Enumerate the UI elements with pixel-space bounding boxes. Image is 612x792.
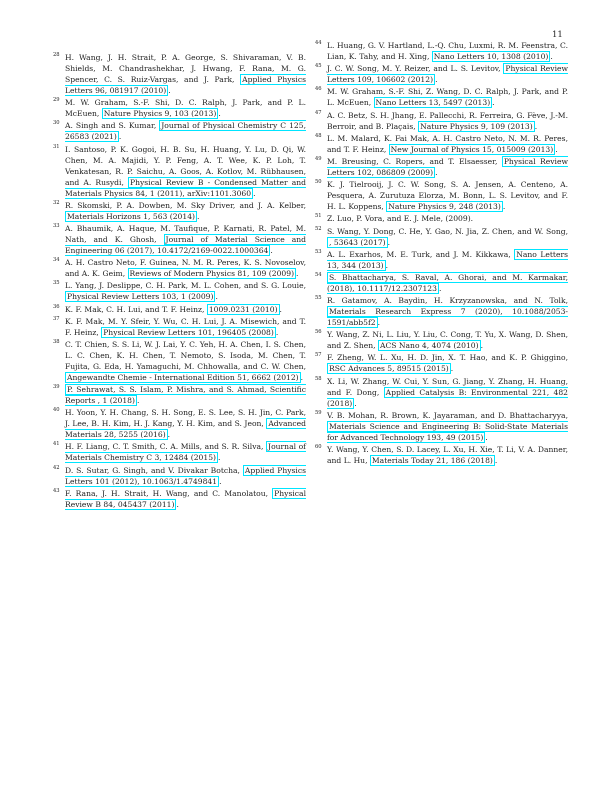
page-number: 11 [552,30,563,40]
reference-number: 58 [315,375,322,382]
reference-link[interactable]: Advanced Materials 28, 5255 (2016) [65,419,306,440]
reference-number: 47 [315,109,322,116]
reference-trailing-punct: . [296,269,299,279]
reference-number: 32 [53,199,60,206]
reference-item [54,223,306,256]
reference-item [54,280,306,302]
reference-link[interactable]: RSC Advances 5, 89515 (2015) [329,364,449,374]
reference-authors: Y. Wang, Z. Ni, L. Liu, Y. Liu, C. Cong, T. Yu, X. Wang, D. Shen, and Z. Shen, [327,330,568,351]
reference-link[interactable]: Nature Physics 9, 109 (2013) [420,121,533,131]
reference-link[interactable]: P. Sehrawat, S. S. Islam, P. Mishra, and S. Ahmad, Scientific Reports , 1 (2018) [65,385,306,406]
reference-number: 49 [315,155,322,162]
reference-number: 55 [315,295,322,302]
reference-link[interactable]: Nano Letters 13, 344 (2013) [327,249,568,270]
reference-link[interactable]: Materials Today 21, 186 (2018) [371,456,493,465]
reference-authors: M. W. Graham, S.-F. Shi, D. C. Ralph, J. Park, and P. L. McEuen, [65,98,306,119]
reference-item [54,488,306,510]
reference-authors: M. Breusing, C. Ropers, and T. Elsaesser, [327,156,502,166]
reference-authors: R. Skomski, P. A. Dowben, M. Sky Driver, and J. A. Kelber, [65,200,306,210]
reference-trailing-punct: . [555,144,558,154]
reference-item [316,352,568,374]
reference-trailing-punct: . [354,398,357,408]
reference-trailing-punct: . [300,372,304,382]
reference-number: 46 [315,86,322,93]
reference-item [316,40,568,62]
reference-item [54,257,306,279]
reference-number: 57 [315,352,322,359]
reference-trailing-punct: . [492,98,495,108]
reference-link[interactable]: Physical Review Letters 103, 1 (2009) [67,292,214,302]
reference-number: 45 [315,63,322,70]
reference-link[interactable]: 1009.0231 (2010) [208,304,278,314]
reference-item [316,156,568,178]
reference-number: 28 [53,52,60,58]
reference-authors: A. Bhaumik, A. Haque, M. Taufique, P. Karnati, R. Patel, M. Nath, and K. Ghosh, [65,223,306,244]
reference-trailing-punct: . [480,341,483,351]
reference-number: 43 [53,487,60,494]
reference-authors: A. H. Castro Neto, F. Guinea, N. M. R. Peres, K. S. Novoselov, and A. K. Geim, [65,258,306,279]
reference-trailing-punct: . [176,499,179,509]
reference-trailing-punct: . [197,211,200,221]
reference-number: 51 [315,213,322,220]
reference-item [54,144,306,199]
reference-number: 52 [315,225,322,232]
reference-number: 30 [53,120,60,127]
reference-item [316,213,568,224]
reference-item [54,465,306,487]
reference-item [54,441,306,463]
reference-number: 29 [53,97,60,104]
reference-item [316,272,568,294]
reference-authors: L. Huang, G. V. Hartland, L.-Q. Chu, Luxmi, R. M. Feenstra, C. Lian, K. Tahy, and H. Xing, [327,41,568,61]
reference-authors: I. Santoso, P. K. Gogoi, H. B. Su, H. Huang, Y. Lu, D. Qi, W. Chen, M. A. Majidi, Y. P. Feng, A. T. Wee, K. P. Loh, T. Venkatesan, R. P. Saichu, A. Goos, A. Kotlov, M. Rübhausen, and A. Rusydi, [65,144,306,187]
reference-link[interactable]: Materials Science and Engineering B: Solid-State Materials for Advanced Technology 193, 49 (2015) [327,421,568,442]
reference-link[interactable]: Nature Physics 9, 248 (2013) [388,202,501,212]
reference-item [316,110,568,132]
reference-link[interactable]: , 53643 (2017) [329,237,386,247]
reference-number: 41 [53,441,60,448]
reference-number: 39 [53,384,60,391]
reference-trailing-punct: . [136,396,140,406]
reference-item [316,376,568,409]
reference-number: 48 [315,132,322,139]
reference-link[interactable]: Applied Catalysis B: Environmental 221, 482 (2018) [327,387,568,408]
reference-trailing-punct: . [275,327,279,337]
reference-number: 59 [315,409,322,416]
reference-trailing-punct: . [218,453,221,463]
reference-trailing-punct: . [219,476,222,486]
reference-authors: L. M. Malard, K. Fai Mak, A. H. Castro Neto, N. M. R. Peres, and T. F. Heinz, [327,133,568,154]
references-left-column [54,52,306,511]
reference-item [54,339,306,383]
reference-link[interactable]: New Journal of Physics 15, 015009 (2013) [390,144,554,154]
reference-authors: H. Yoon, Y. H. Chang, S. H. Song, E. S. Lee, S. H. Jin, C. Park, J. Lee, B. H. Kim, H. J. Kang, Y. H. Kim, and S. Jeon, [65,408,306,429]
reference-link[interactable]: ACS Nano 4, 4074 (2010) [379,341,479,351]
reference-authors: C. T. Chien, S. S. Li, W. J. Lai, Y. C. Yeh, H. A. Chen, I. S. Chen, L. C. Chen, K. H. Chen, T. Nemoto, S. Isoda, M. Chen, T. Fujita, G. Eda, H. Yamaguchi, M. Chhowalla, and C. W. Chen, [65,339,306,371]
reference-item [54,120,306,142]
reference-link[interactable]: Applied Physics Letters 96, 081917 (2010) [65,75,306,95]
reference-link[interactable]: Nano Letters 13, 5497 (2013) [375,98,491,108]
reference-authors: S. Wang, Y. Dong, C. He, Y. Gao, N. Jia, Z. Chen, and W. Song, [327,226,568,236]
reference-authors: X. Li, W. Zhang, W. Cui, Y. Sun, G. Jiang, Y. Zhang, H. Huang, and F. Dong, [327,376,568,397]
reference-link[interactable]: Journal of Materials Chemistry C 3, 12484 (2015) [65,442,306,463]
reference-item [316,295,568,328]
reference-link[interactable]: Materials Research Express 7 (2020), 10.1088/2053-1591/abb5f2 [327,307,568,328]
reference-number: 44 [315,40,322,46]
reference-trailing-punct: . [494,456,498,465]
reference-link[interactable]: Nature Physics 9, 103 (2013) [103,109,217,119]
reference-trailing-punct: . [485,432,488,442]
reference-trailing-punct: . [167,430,171,440]
reference-link[interactable]: Reviews of Modern Physics 81, 109 (2009) [129,269,295,279]
reference-trailing-punct: . [435,75,438,85]
reference-trailing-punct: . [253,188,256,198]
reference-authors: V. B. Mohan, R. Brown, K. Jayaraman, and D. Bhattacharyya, [327,410,568,420]
reference-item [54,97,306,119]
reference-number: 42 [53,464,60,471]
reference-trailing-punct: . [215,292,218,302]
reference-link[interactable]: Applied Physics Letters 101 (2012), 10.1063/1.4749841 [65,465,306,486]
reference-authors: A. L. Exarhos, M. E. Turk, and J. M. Kikkawa, [327,249,515,259]
reference-authors: K. F. Mak, M. Y. Sfeir, Y. Wu, C. H. Lui, J. A. Misewich, and T. F. Heinz, [65,316,306,337]
references-right-column [316,40,568,467]
reference-trailing-punct: . [438,283,442,293]
reference-number: 54 [315,271,322,278]
reference-number: 36 [53,303,60,310]
reference-trailing-punct: . [450,364,454,374]
reference-authors: Y. Wang, Y. Chen, S. D. Lacey, L. Xu, H. Xie, T. Li, V. A. Danner, and L. Hu, [327,445,568,465]
reference-link[interactable]: Nano Letters 10, 1308 (2010) [433,52,549,61]
reference-authors: R. Gatamov, A. Baydin, H. Krzyzanowska, and N. Tolk, [327,296,568,306]
reference-authors: D. S. Sutar, G. Singh, and V. Divakar Botcha, [65,465,243,475]
reference-trailing-punct: . [279,304,282,314]
reference-authors: K. F. Mak, C. H. Lui, and T. F. Heinz, [65,304,207,314]
reference-item [54,304,306,315]
reference-authors: H. F. Liang, C. T. Smith, C. A. Mills, and S. R. Silva, [65,442,267,452]
reference-trailing-punct: . [377,318,381,328]
reference-trailing-punct: . [550,52,553,61]
reference-trailing-punct: . [387,237,391,247]
reference-authors: Z. Luo, P. Vora, and E. J. Mele, (2009). [327,214,474,224]
reference-item [316,249,568,271]
reference-item [316,329,568,351]
reference-authors: L. Yang, J. Deslippe, C. H. Park, M. L. Cohen, and S. G. Louie, [65,281,306,291]
reference-number: 35 [53,280,60,287]
reference-number: 33 [53,222,60,229]
reference-link[interactable]: Physical Review Letters 109, 106602 (2012) [327,64,568,85]
reference-number: 50 [315,179,322,186]
reference-trailing-punct: . [385,260,389,270]
reference-number: 60 [315,444,322,450]
reference-authors: M. W. Graham, S.-F. Shi, Z. Wang, D. C. Ralph, J. Park, and P. L. McEuen, [327,87,568,108]
reference-trailing-punct: . [168,86,171,95]
reference-authors: H. Wang, J. H. Strait, P. A. George, S. Shivaraman, V. B. Shields, M. Chandrashekhar, J. Hwang, F. Rana, M. G. Spencer, C. S. Ruiz-Vargas, and J. Park, [65,53,306,84]
reference-authors: F. Zheng, W. L. Xu, H. D. Jin, X. T. Hao, and K. P. Ghiggino, [327,353,568,363]
reference-authors: F. Rana, J. H. Strait, H. Wang, and C. Manolatou, [65,488,273,498]
reference-item [316,133,568,155]
reference-number: 34 [53,257,60,264]
reference-link[interactable]: S. Bhattacharya, S. Raval, A. Ghorai, and M. Karmakar, (2018), 10.1117/12.2307123 [327,272,568,293]
reference-item [316,179,568,212]
reference-number: 40 [53,407,60,414]
reference-trailing-punct: . [435,167,438,177]
reference-item [316,86,568,108]
reference-trailing-punct: . [502,202,506,212]
reference-trailing-punct: . [118,132,122,142]
reference-item [316,444,568,466]
reference-trailing-punct: . [270,245,273,255]
reference-item [54,384,306,406]
reference-authors: A. Singh and S. Kumar, [65,121,160,131]
reference-item [54,200,306,222]
reference-link[interactable]: Journal of Physical Chemistry C 125, 26583 (2021) [65,121,306,142]
reference-link[interactable]: Physical Review Letters 102, 086809 (2009) [327,156,568,177]
reference-link[interactable]: Materials Horizons 1, 563 (2014) [67,211,196,221]
reference-trailing-punct: . [218,109,221,119]
reference-authors: J. C. W. Song, M. Y. Reizer, and L. S. Levitov, [327,64,504,74]
reference-link[interactable]: Physical Review B - Condensed Matter and Materials Physics 84, 1 (2011), arXiv:1101.3060 [65,177,306,198]
reference-number: 56 [315,329,322,336]
reference-item [54,52,306,96]
reference-number: 38 [53,338,60,345]
reference-authors: A. C. Betz, S. H. Jhang, E. Pallecchi, R. Ferreira, G. Fève, J.-M. Berroir, and B. Plaçais, [327,110,568,131]
reference-link[interactable]: Physical Review B 84, 045437 (2011) [65,488,306,509]
reference-item [316,63,568,85]
reference-number: 53 [315,248,322,255]
reference-link[interactable]: Journal of Material Science and Engineering 06 (2017), 10.4172/2169-0022.1000364 [65,234,306,255]
reference-item [54,316,306,338]
reference-item [316,410,568,443]
reference-item [316,226,568,248]
reference-number: 31 [53,143,60,150]
reference-item [54,407,306,440]
reference-link[interactable]: Angewandte Chemie - International Edition 51, 6662 (2012) [67,372,299,382]
reference-trailing-punct: . [534,121,538,131]
reference-authors: K. J. Tielrooij, J. C. W. Song, S. A. Jensen, A. Centeno, A. Pesquera, A. Zurutuza Elorza, M. Bonn, L. S. Levitov, and F. H. L. Koppens, [327,180,568,212]
reference-number: 37 [53,315,60,322]
reference-link[interactable]: Physical Review Letters 101, 196405 (2008) [103,327,274,337]
